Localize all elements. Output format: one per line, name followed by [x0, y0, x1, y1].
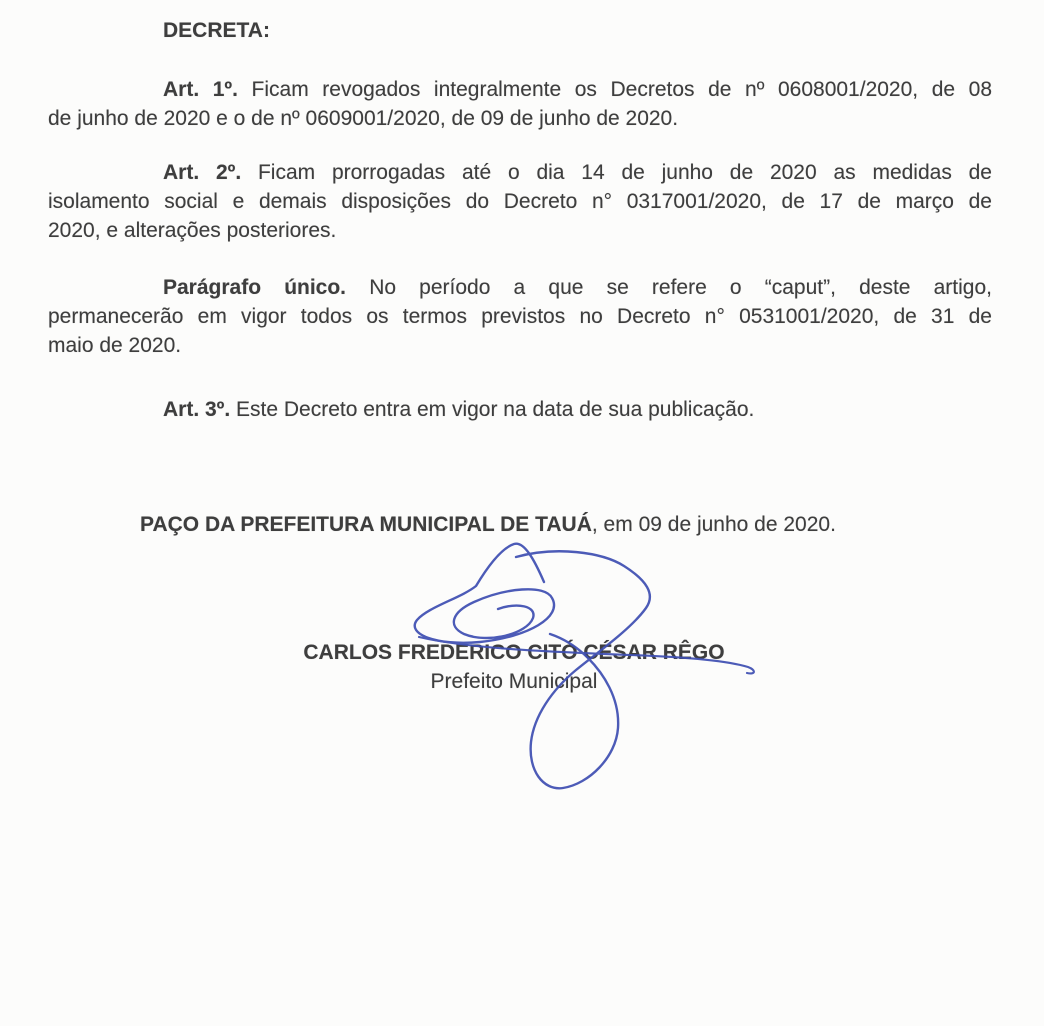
signature-stroke [415, 544, 554, 643]
article-3-label: Art. 3º. [163, 398, 231, 421]
closing-date: , em 09 de junho de 2020. [591, 513, 836, 536]
article-1-label: Art. 1º. [163, 78, 238, 101]
article-2-text: Ficam prorrogadas até o dia 14 de junho de 2020 as medidas de [257, 161, 992, 184]
paragrafo-unico-line-3: maio de 2020. [48, 334, 182, 357]
signer-block [48, 638, 980, 696]
closing-line [48, 510, 992, 539]
signer-name: CARLOS FREDERICO CITÓ CÉSAR RÊGO [303, 641, 725, 664]
article-2 [48, 158, 992, 245]
closing-text [48, 510, 992, 539]
decreta-heading: DECRETA: [163, 19, 270, 42]
paragrafo-unico [48, 273, 992, 360]
closing-place: PAÇO DA PREFEITURA MUNICIPAL DE TAUÁ [140, 513, 592, 536]
article-2-line-3: 2020, e alterações posteriores. [48, 219, 337, 242]
article-1 [48, 75, 992, 133]
signer-title: Prefeito Municipal [430, 670, 598, 693]
article-1-line-2: de junho de 2020 e o de nº 0609001/2020, de 09 de junho de 2020. [48, 107, 679, 130]
article-1-text: Ficam revogados integralmente os Decretos de nº 0608001/2020, de 08 [251, 78, 993, 101]
paragrafo-unico-label: Parágrafo único. [163, 276, 347, 299]
paragrafo-unico-line-1 [48, 273, 992, 302]
article-1-line-1 [48, 75, 992, 104]
paragrafo-unico-text: No período a que se refere o “caput”, deste artigo, [369, 276, 992, 299]
article-3 [48, 395, 992, 424]
article-2-label: Art. 2º. [163, 161, 242, 184]
article-2-line-1 [48, 158, 992, 187]
article-3-text: Este Decreto entra em vigor na data de sua publicação. [236, 398, 755, 421]
article-2-line-2: isolamento social e demais disposições do Decreto n° 0317001/2020, de 17 de março de [48, 190, 992, 213]
paragrafo-unico-line-2: permanecerão em vigor todos os termos previstos no Decreto n° 0531001/2020, de 31 de [48, 305, 992, 328]
article-3-line-1 [48, 395, 992, 424]
